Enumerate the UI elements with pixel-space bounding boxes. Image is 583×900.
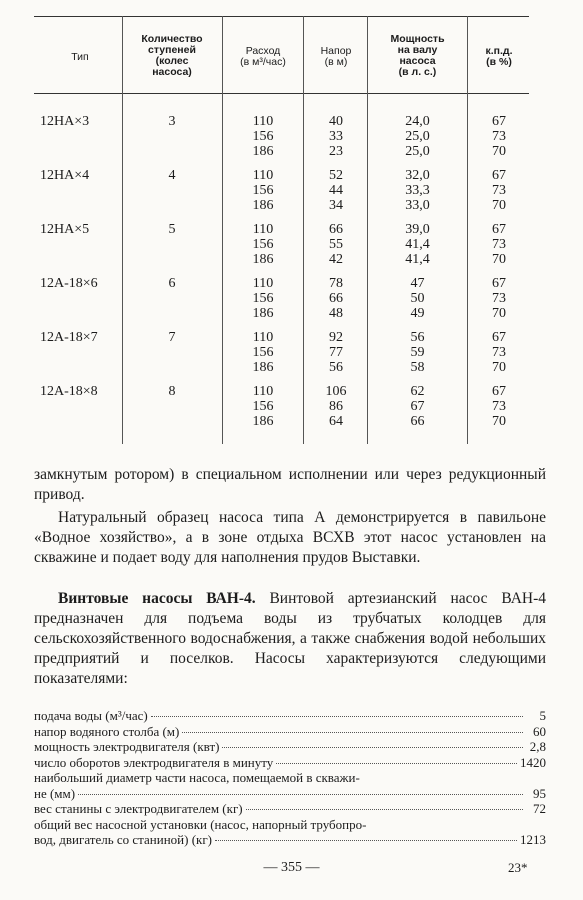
power-values: 47 50 49 bbox=[410, 276, 425, 321]
power-values: 39,0 41,4 41,4 bbox=[405, 222, 430, 267]
header-flow: Расход (в м³/час) bbox=[240, 45, 286, 68]
header-stages: Количество ступеней (колес насоса) bbox=[141, 33, 203, 78]
spec-row: число оборотов электродвигателя в минуту 1420 bbox=[34, 754, 546, 770]
spec-row: напор водяного столба (м) 60 bbox=[34, 723, 546, 739]
power-values: 24,0 25,0 25,0 bbox=[405, 114, 430, 159]
column-divider bbox=[367, 16, 368, 444]
pump-type: 12НА×5 bbox=[40, 222, 90, 237]
pump-type: 12НА×3 bbox=[40, 114, 90, 129]
pump-type: 12А-18×7 bbox=[40, 330, 98, 345]
signature-mark: 23* bbox=[508, 860, 528, 875]
power-values: 62 67 66 bbox=[410, 384, 425, 429]
spec-row: не (мм) 95 bbox=[34, 785, 546, 801]
header-power: Мощность на валу насоса (в л. с.) bbox=[390, 33, 445, 78]
head-values: 78 66 48 bbox=[329, 276, 343, 321]
column-divider bbox=[122, 16, 123, 444]
stage-count: 4 bbox=[168, 168, 176, 183]
efficiency-values: 67 73 70 bbox=[492, 330, 506, 375]
stage-count: 6 bbox=[168, 276, 176, 291]
pump-type: 12НА×4 bbox=[40, 168, 90, 183]
paragraph-continuation: замкнутым ротором) в специальном исполнении или через редукционный привод. bbox=[34, 466, 546, 503]
column-divider bbox=[222, 16, 223, 444]
table-header-rule bbox=[34, 93, 529, 94]
pump-type: 12А-18×6 bbox=[40, 276, 98, 291]
stage-count: 3 bbox=[168, 114, 176, 129]
flow-values: 110 156 186 bbox=[252, 168, 274, 213]
header-efficiency: к.п.д. (в %) bbox=[485, 45, 513, 68]
head-values: 92 77 56 bbox=[329, 330, 343, 375]
spec-row: вес станины с электродвигателем (кг) 72 bbox=[34, 801, 546, 816]
spec-label-continued: наибольший диаметр части насоса, помещаемой в скважи- bbox=[34, 770, 360, 785]
column-divider bbox=[303, 16, 304, 444]
power-values: 32,0 33,3 33,0 bbox=[405, 168, 430, 213]
paragraph-exhibit: Натуральный образец насоса типа А демонстрируется в павильоне «Водное хозяйство», а в зоне отдыха ВСХВ этот насос установлен на скважине и подает воду для наполнения прудов Выставки. bbox=[34, 509, 546, 566]
head-values: 66 55 42 bbox=[329, 222, 343, 267]
flow-values: 110 156 186 bbox=[252, 114, 274, 159]
spec-label-continued: общий вес насосной установки (насос, напорный трубопро- bbox=[34, 816, 367, 832]
flow-values: 110 156 186 bbox=[252, 330, 274, 375]
efficiency-values: 67 73 70 bbox=[492, 114, 506, 159]
flow-values: 110 156 186 bbox=[252, 222, 274, 267]
head-values: 52 44 34 bbox=[329, 168, 343, 213]
efficiency-values: 67 73 70 bbox=[492, 276, 506, 321]
flow-values: 110 156 186 bbox=[252, 276, 274, 321]
page-number: — 355 — bbox=[263, 860, 320, 875]
efficiency-values: 67 73 70 bbox=[492, 384, 506, 429]
spec-row: мощность электродвигателя (квт) 2,8 bbox=[34, 739, 546, 754]
stage-count: 7 bbox=[168, 330, 176, 345]
efficiency-values: 67 73 70 bbox=[492, 168, 506, 213]
section-heading: Винтовые насосы ВАН-4. bbox=[58, 590, 256, 607]
stage-count: 5 bbox=[168, 222, 176, 237]
column-divider bbox=[467, 16, 468, 444]
header-head: Напор (в м) bbox=[320, 45, 352, 68]
efficiency-values: 67 73 70 bbox=[492, 222, 506, 267]
spec-row: подача воды (м³/час) 5 bbox=[34, 708, 546, 723]
pump-type: 12А-18×8 bbox=[40, 384, 98, 399]
specs-list bbox=[34, 708, 546, 848]
paragraph-van4: Винтовые насосы ВАН-4. Винтовой артезианский насос ВАН-4 предназначен для подъема воды из трубчатых колодцев для сельскохозяйственного водоснабжения, а также снабжения водой небольших предприятий и поселков. Насосы характеризуются следующими показателями: bbox=[34, 590, 546, 687]
spec-row: вод, двигатель со станиной) (кг) 1213 bbox=[34, 832, 546, 847]
table-top-rule bbox=[34, 16, 529, 17]
power-values: 56 59 58 bbox=[410, 330, 425, 375]
flow-values: 110 156 186 bbox=[252, 384, 274, 429]
header-type: Тип bbox=[71, 51, 89, 63]
head-values: 106 86 64 bbox=[325, 384, 347, 429]
stage-count: 8 bbox=[168, 384, 176, 399]
head-values: 40 33 23 bbox=[329, 114, 343, 159]
